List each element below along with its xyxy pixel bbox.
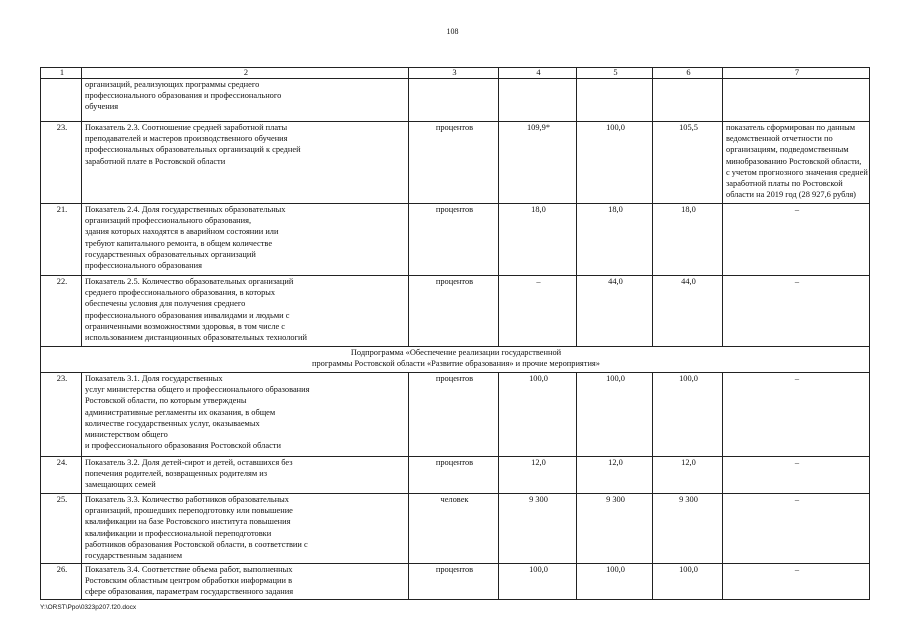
unit-cell: человек — [409, 494, 499, 564]
indicator-text: Показатель 2.3. Соотношение средней заработной платы преподавателей и мастеров производственного обучения профессиональных образовательных организаций к средней заработной плате в Ростовской области — [82, 122, 409, 204]
value-cell: 18,0 — [577, 204, 653, 276]
page-number: 108 — [446, 27, 459, 36]
table-row — [41, 457, 870, 494]
table-row — [41, 494, 870, 564]
table-row — [41, 122, 870, 204]
value-cell — [499, 79, 577, 122]
table-row — [41, 564, 870, 600]
row-number: 23. — [41, 122, 82, 204]
unit-cell — [409, 79, 499, 122]
table-row — [41, 276, 870, 347]
row-number: 26. — [41, 564, 82, 600]
subprogram-row — [41, 347, 870, 373]
row-number: 21. — [41, 204, 82, 276]
column-number: 3 — [409, 68, 499, 79]
unit-cell: процентов — [409, 373, 499, 457]
indicator-text: организаций, реализующих программы среднего профессионального образования и профессионального обучения — [82, 79, 409, 122]
indicator-text: Показатель 3.4. Соответствие объема работ, выполненных Ростовским областным центром обработки информации в сфере образования, параметрам государственного задания — [82, 564, 409, 600]
unit-cell: процентов — [409, 457, 499, 494]
value-cell: 18,0 — [499, 204, 577, 276]
value-cell: 12,0 — [577, 457, 653, 494]
column-number: 6 — [653, 68, 723, 79]
value-cell: 12,0 — [499, 457, 577, 494]
value-cell: 9 300 — [577, 494, 653, 564]
value-cell: 44,0 — [653, 276, 723, 347]
column-number: 5 — [577, 68, 653, 79]
value-cell: 100,0 — [577, 373, 653, 457]
unit-cell: процентов — [409, 276, 499, 347]
value-cell: 18,0 — [653, 204, 723, 276]
note-cell: – — [723, 373, 870, 457]
column-number-row — [41, 68, 870, 79]
table-row — [41, 373, 870, 457]
value-cell: – — [499, 276, 577, 347]
indicator-text: Показатель 3.1. Доля государственных услуг министерства общего и профессионального образования Ростовской области, по которым утверждены административные регламенты их оказания, в общем количестве государственных услуг, оказываемых министерством общего и профессионального образования Ростовской области — [82, 373, 409, 457]
note-cell: – — [723, 457, 870, 494]
row-number — [41, 79, 82, 122]
value-cell: 100,0 — [653, 564, 723, 600]
note-cell: показатель сформирован по данным ведомственной отчетности по организациям, подведомственным минобразованию Ростовской области, с учетом прогнозного значения средней заработной платы по Ростовской области на 2019 год (28 927,6 рубля) — [723, 122, 870, 204]
value-cell: 100,0 — [577, 122, 653, 204]
column-number: 1 — [41, 68, 82, 79]
unit-cell: процентов — [409, 204, 499, 276]
subprogram-title: Подпрограмма «Обеспечение реализации государственной программы Ростовской области «Развитие образования» и прочие мероприятия» — [41, 347, 870, 373]
indicator-text: Показатель 3.3. Количество работников образовательных организаций, прошедших переподготовку или повышение квалификации на базе Ростовского института повышения квалификации и профессиональной переподготовки работников образования Ростовской области, в соответствии с государственным заданием — [82, 494, 409, 564]
value-cell: 9 300 — [499, 494, 577, 564]
indicator-text: Показатель 2.5. Количество образовательных организаций среднего профессионального образования, в которых обеспечены условия для получения среднего профессионального образования инвалидами и людьми с ограниченными возможностями здоровья, в том числе с использованием дистанционных образовательных технологий — [82, 276, 409, 347]
value-cell: 100,0 — [577, 564, 653, 600]
row-number: 23. — [41, 373, 82, 457]
table-row — [41, 204, 870, 276]
value-cell — [653, 79, 723, 122]
row-number: 22. — [41, 276, 82, 347]
indicators-table — [40, 67, 870, 600]
column-number: 2 — [82, 68, 409, 79]
column-number: 4 — [499, 68, 577, 79]
note-cell: – — [723, 204, 870, 276]
unit-cell: процентов — [409, 564, 499, 600]
table-row — [41, 79, 870, 122]
row-number: 25. — [41, 494, 82, 564]
column-number: 7 — [723, 68, 870, 79]
note-cell: – — [723, 564, 870, 600]
value-cell: 109,9* — [499, 122, 577, 204]
file-path-footer: Y:\ORST\Ppo\0323p207.f20.docx — [40, 604, 137, 611]
value-cell: 100,0 — [499, 373, 577, 457]
value-cell: 105,5 — [653, 122, 723, 204]
value-cell — [577, 79, 653, 122]
indicator-text: Показатель 2.4. Доля государственных образовательных организаций профессионального образования, здания которых находятся в аварийном состоянии или требуют капитального ремонта, в общем количестве государственных образовательных организаций профессионального образования — [82, 204, 409, 276]
value-cell: 12,0 — [653, 457, 723, 494]
value-cell: 44,0 — [577, 276, 653, 347]
unit-cell: процентов — [409, 122, 499, 204]
indicator-text: Показатель 3.2. Доля детей-сирот и детей, оставшихся без попечения родителей, возвращенных родителям из замещающих семей — [82, 457, 409, 494]
note-cell — [723, 79, 870, 122]
value-cell: 100,0 — [499, 564, 577, 600]
note-cell: – — [723, 276, 870, 347]
value-cell: 9 300 — [653, 494, 723, 564]
note-cell: – — [723, 494, 870, 564]
value-cell: 100,0 — [653, 373, 723, 457]
row-number: 24. — [41, 457, 82, 494]
